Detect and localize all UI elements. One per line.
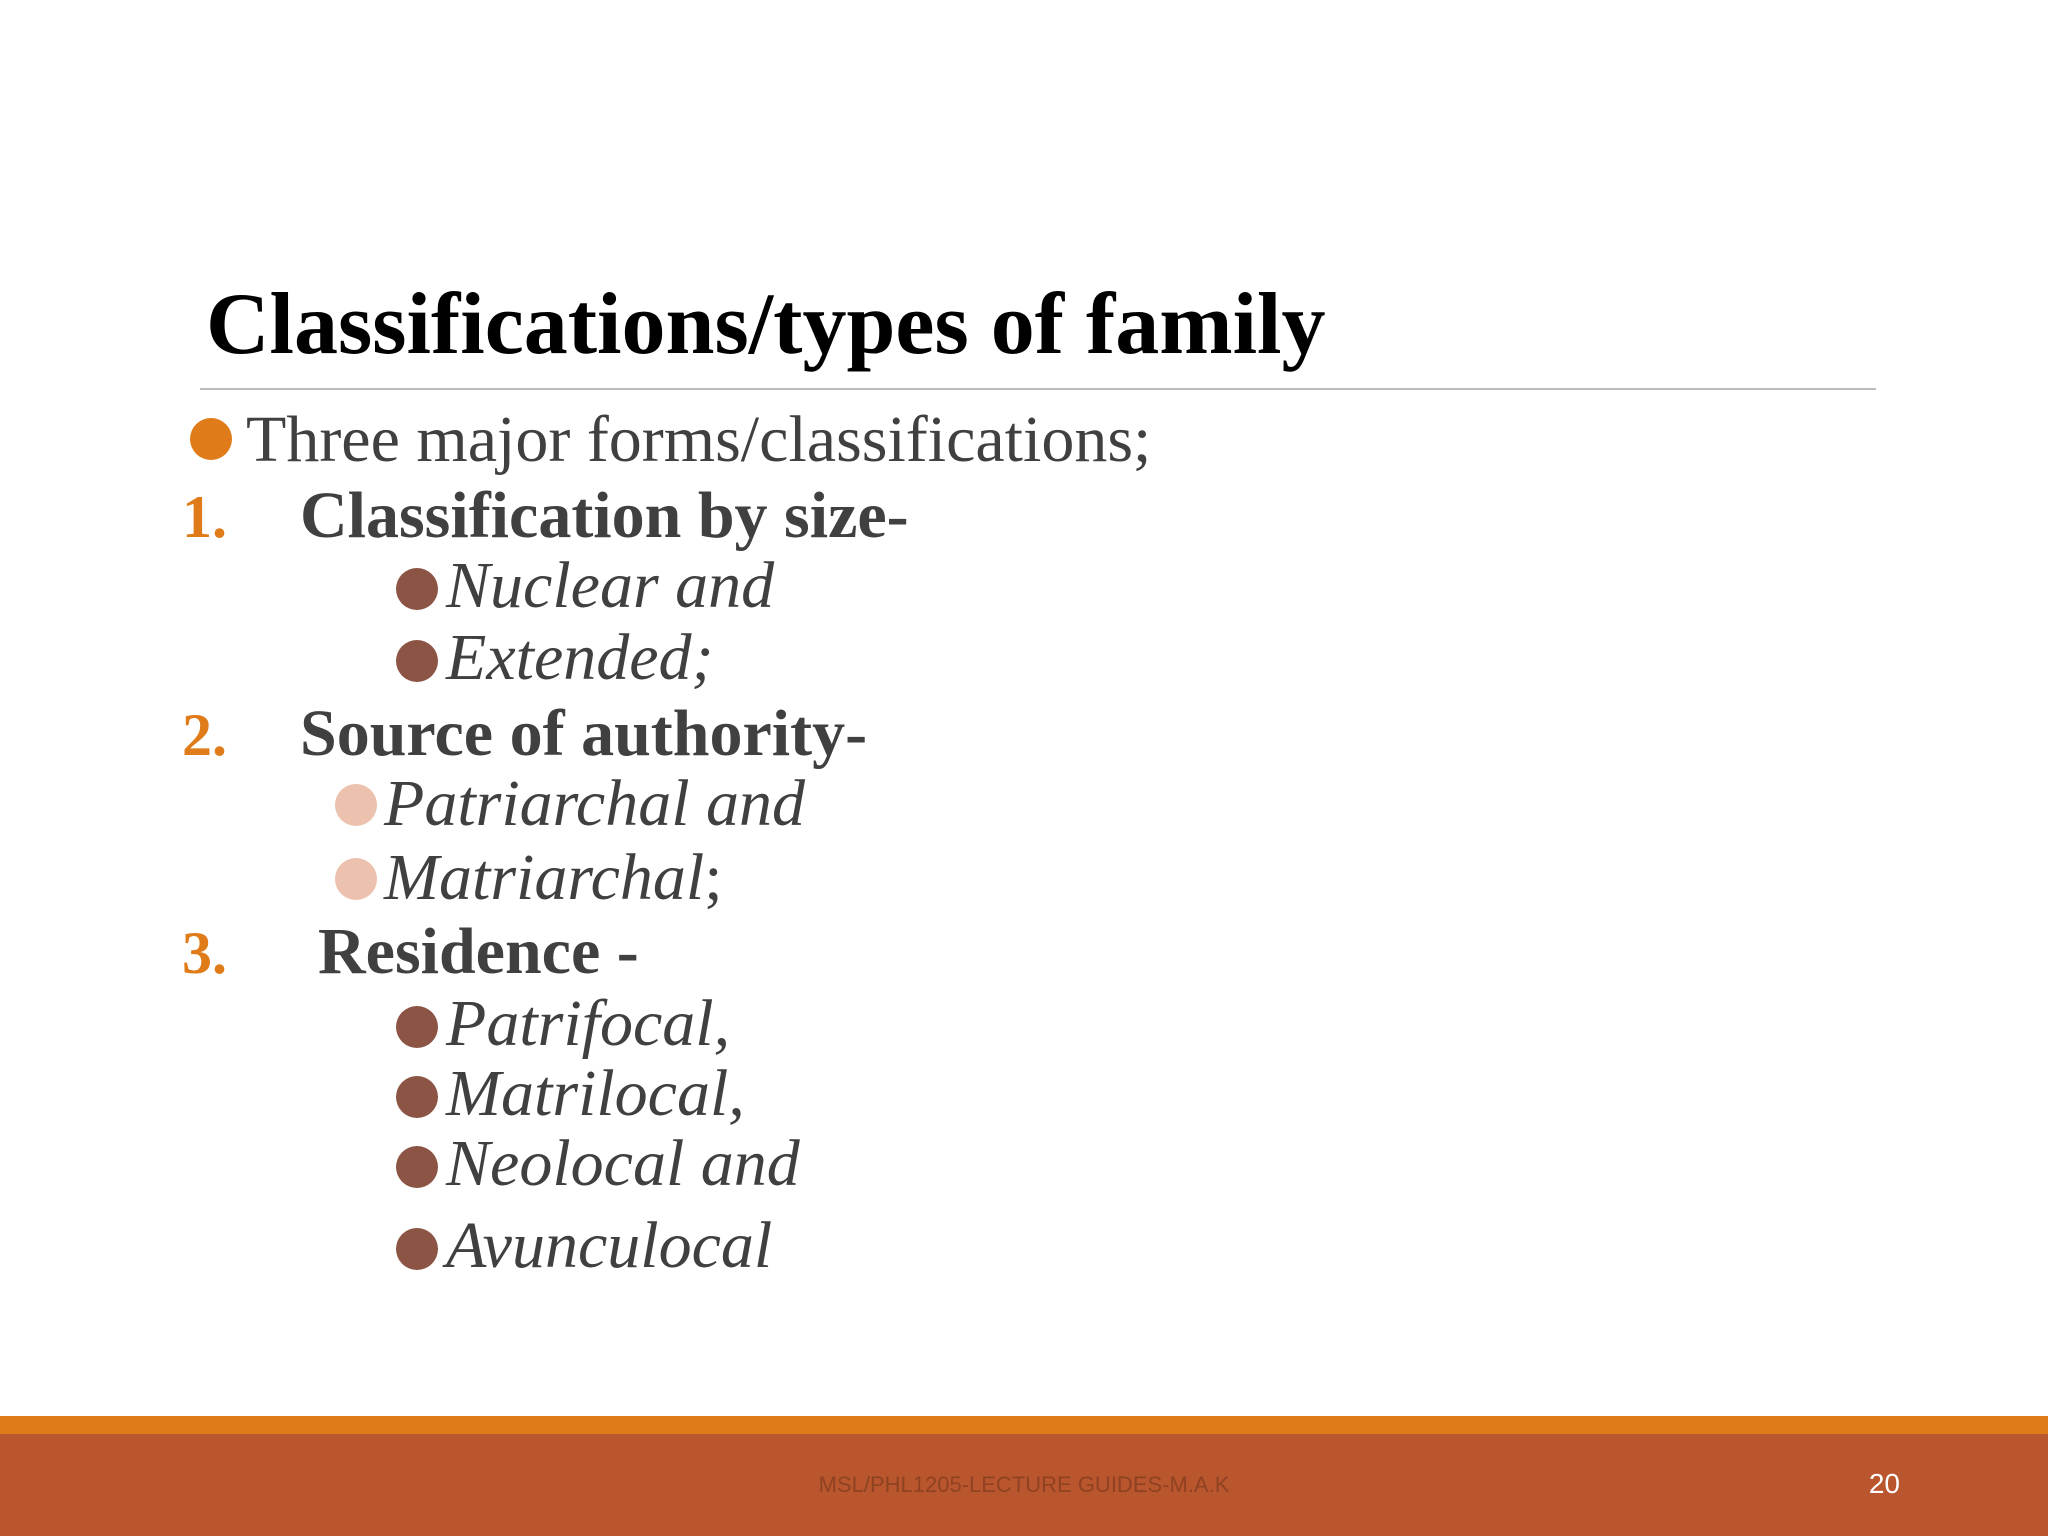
section-1-item-2: Extended; (446, 621, 714, 694)
intro-bullet-icon (190, 418, 232, 460)
section-2-number: 2. (182, 702, 227, 768)
section-2-item-2-punct: ; (704, 841, 723, 914)
bullet-dot-icon (396, 640, 438, 682)
bullet-dot-icon (335, 858, 377, 900)
bullet-dot-icon (396, 1228, 438, 1270)
section-1-number: 1. (182, 484, 227, 550)
section-3-heading: Residence - (318, 915, 639, 988)
bullet-dot-icon (396, 1006, 438, 1048)
bullet-dot-icon (396, 1076, 438, 1118)
footer-text: MSL/PHL1205-LECTURE GUIDES-M.A.K (818, 1472, 1230, 1497)
section-2-item-2-line (384, 840, 723, 916)
section-2-item-1: Patriarchal and (384, 767, 806, 840)
slide-title: Classifications/types of family (206, 276, 1326, 373)
page-number: 20 (1868, 1468, 1900, 1499)
footer-accent-bar (0, 1416, 2048, 1434)
section-3-number: 3. (182, 920, 227, 986)
bullet-dot-icon (335, 784, 377, 826)
title-divider (200, 388, 1876, 390)
section-1-heading: Classification by size- (300, 479, 909, 552)
bullet-dot-icon (396, 1146, 438, 1188)
section-2-heading: Source of authority- (300, 697, 868, 770)
bullet-dot-icon (396, 568, 438, 610)
section-2-item-2: Matriarchal (384, 841, 705, 914)
section-3-item-2: Matrilocal, (446, 1057, 745, 1130)
section-3-item-1: Patrifocal, (446, 987, 731, 1060)
section-3-item-3: Neolocal and (446, 1127, 800, 1200)
section-1-item-1: Nuclear and (446, 549, 775, 622)
section-3-item-4: Avunculocal (446, 1209, 773, 1282)
intro-text: Three major forms/classifications; (246, 403, 1152, 476)
